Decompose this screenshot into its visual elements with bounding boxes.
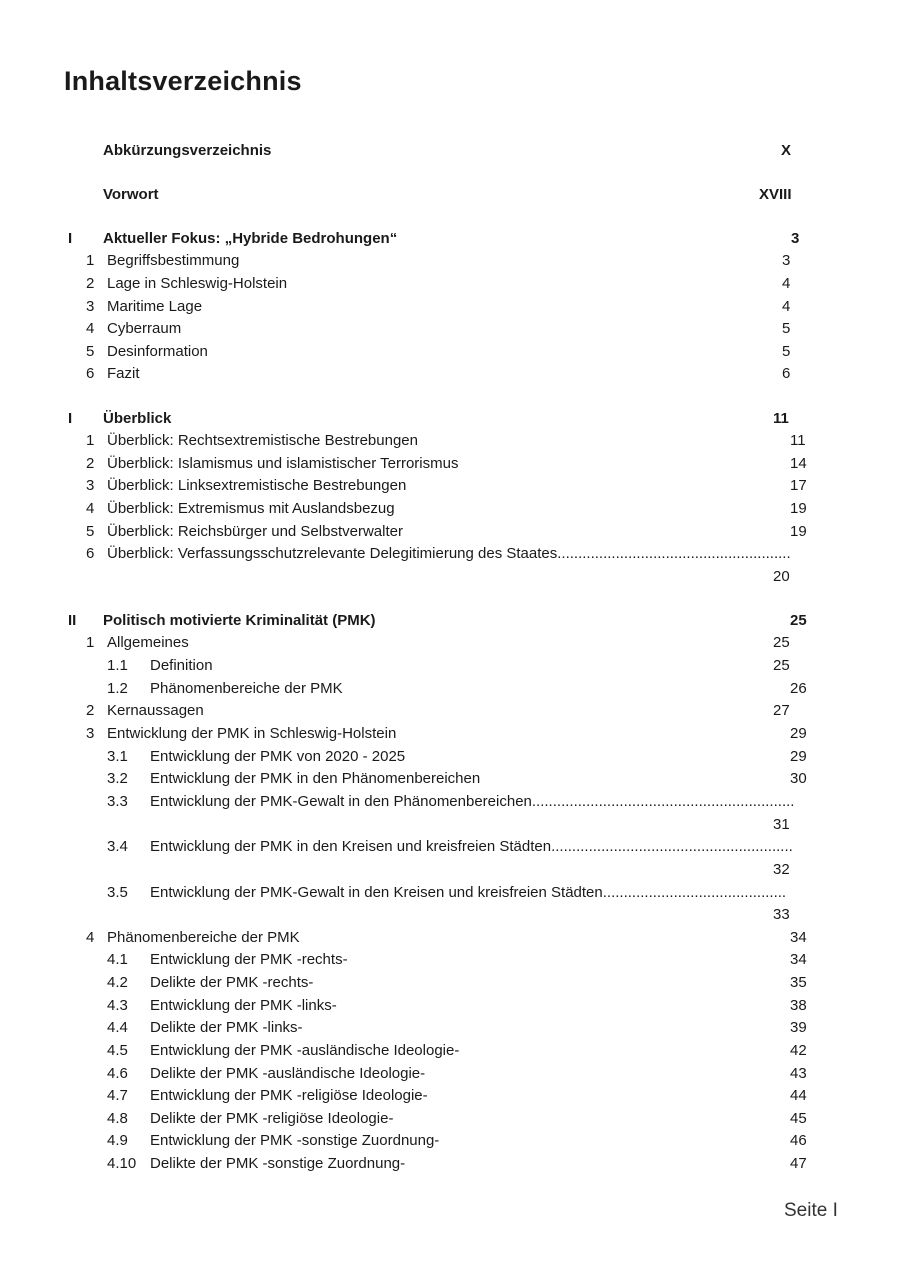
toc-subentry-label[interactable]: Entwicklung der PMK -links- — [150, 997, 337, 1014]
toc-entry-label[interactable]: Desinformation — [107, 343, 208, 360]
page-title: Inhaltsverzeichnis — [64, 66, 302, 96]
toc-entry-page: 3 — [782, 252, 791, 269]
toc-entry-page: 31 — [773, 816, 790, 833]
toc-entry-label[interactable]: Überblick: Rechtsextremistische Bestrebungen — [107, 432, 418, 449]
toc-dot-leader: ............................................ — [602, 884, 787, 901]
toc-entry-number: 1 — [86, 634, 95, 651]
toc-subentry-number: 4.3 — [107, 997, 128, 1014]
toc-subentry-label[interactable]: Entwicklung der PMK -rechts- — [150, 951, 348, 968]
toc-subentry-label[interactable]: Phänomenbereiche der PMK — [150, 680, 343, 697]
toc-entry-page: 44 — [790, 1087, 807, 1104]
toc-entry-page: 32 — [773, 861, 790, 878]
toc-subentry-number: 4.2 — [107, 974, 128, 991]
toc-entry-number: 2 — [86, 275, 95, 292]
toc-entry-label[interactable]: Fazit — [107, 365, 140, 382]
toc-abkuerzungen-page: X — [781, 142, 792, 159]
toc-entry-page: 42 — [790, 1042, 807, 1059]
toc-subentry-number: 4.5 — [107, 1042, 128, 1059]
toc-entry-number: 4 — [86, 929, 95, 946]
toc-subentry-label[interactable]: Entwicklung der PMK-Gewalt in den Phänomenbereichen — [150, 793, 532, 810]
toc-entry-page: 25 — [773, 634, 790, 651]
toc-entry-label[interactable]: Entwicklung der PMK in Schleswig-Holstein — [107, 725, 397, 742]
toc-entry-label[interactable]: Überblick: Islamismus und islamistischer Terrorismus — [107, 455, 459, 472]
toc-chapter-hybride-label[interactable]: Aktueller Fokus: „Hybride Bedrohungen“ — [103, 230, 398, 247]
toc-entry-label[interactable]: Lage in Schleswig-Holstein — [107, 275, 288, 292]
toc-entry-page: 20 — [773, 568, 790, 585]
toc-entry-page: 25 — [773, 657, 790, 674]
toc-subentry-number: 4.10 — [107, 1155, 137, 1172]
toc-chapter-pmk-page: 25 — [790, 612, 807, 629]
toc-entry-label[interactable]: Phänomenbereiche der PMK — [107, 929, 300, 946]
toc-dot-leader: .......................................................... — [551, 838, 793, 855]
toc-subentry-label[interactable]: Entwicklung der PMK -religiöse Ideologie- — [150, 1087, 428, 1104]
toc-entry-number: 6 — [86, 545, 95, 562]
toc-entry-page: 39 — [790, 1019, 807, 1036]
toc-subentry-label[interactable]: Entwicklung der PMK von 2020 - 2025 — [150, 748, 406, 765]
toc-chapter-pmk-label[interactable]: Politisch motivierte Kriminalität (PMK) — [103, 612, 376, 629]
toc-subentry-label[interactable]: Entwicklung der PMK in den Phänomenbereichen — [150, 770, 481, 787]
toc-entry-number: 4 — [86, 320, 95, 337]
toc-entry-number: 5 — [86, 523, 95, 540]
toc-subentry-number: 1.1 — [107, 657, 128, 674]
toc-subentry-number: 4.6 — [107, 1065, 128, 1082]
toc-chapter-number: II — [68, 612, 77, 629]
toc-subentry-with-leader[interactable] — [150, 792, 794, 812]
toc-entry-label[interactable]: Begriffsbestimmung — [107, 252, 240, 269]
toc-entry-page: 34 — [790, 951, 807, 968]
toc-entry-number: 4 — [86, 500, 95, 517]
toc-dot-leader: ........................................................ — [557, 545, 791, 562]
toc-entry-page: 45 — [790, 1110, 807, 1127]
toc-subentry-label[interactable]: Delikte der PMK -sonstige Zuordnung- — [150, 1155, 406, 1172]
toc-subentry-number: 3.1 — [107, 748, 128, 765]
toc-subentry-number: 3.3 — [107, 793, 128, 810]
toc-subentry-label[interactable]: Entwicklung der PMK -ausländische Ideologie- — [150, 1042, 460, 1059]
toc-entry-page: 19 — [790, 500, 807, 517]
toc-entry-number: 3 — [86, 298, 95, 315]
toc-abkuerzungen-label[interactable]: Abkürzungsverzeichnis — [103, 142, 272, 159]
toc-subentry-number: 4.9 — [107, 1132, 128, 1149]
toc-entry-page: 46 — [790, 1132, 807, 1149]
toc-chapter-number: I — [68, 410, 73, 427]
toc-entry-page: 29 — [790, 748, 807, 765]
toc-subentry-number: 4.7 — [107, 1087, 128, 1104]
toc-entry-number: 3 — [86, 477, 95, 494]
toc-subentry-label[interactable]: Delikte der PMK -links- — [150, 1019, 303, 1036]
toc-entry-label[interactable]: Überblick: Verfassungsschutzrelevante Delegitimierung des Staates — [107, 545, 558, 562]
toc-subentry-number: 3.5 — [107, 884, 128, 901]
toc-entry-page: 27 — [773, 702, 790, 719]
toc-entry-page: 33 — [773, 906, 790, 923]
toc-subentry-label[interactable]: Entwicklung der PMK in den Kreisen und kreisfreien Städten — [150, 838, 552, 855]
toc-chapter-ueberblick-page: 11 — [773, 410, 789, 427]
toc-subentry-label[interactable]: Entwicklung der PMK-Gewalt in den Kreisen und kreisfreien Städten — [150, 884, 603, 901]
toc-chapter-number: I — [68, 230, 73, 247]
toc-subentry-label[interactable]: Delikte der PMK -rechts- — [150, 974, 314, 991]
toc-entry-page: 34 — [790, 929, 807, 946]
toc-subentry-number: 3.2 — [107, 770, 128, 787]
toc-entry-number: 3 — [86, 725, 95, 742]
toc-subentry-number: 1.2 — [107, 680, 128, 697]
toc-subentry-label[interactable]: Delikte der PMK -religiöse Ideologie- — [150, 1110, 394, 1127]
toc-entry-number: 5 — [86, 343, 95, 360]
toc-entry-with-leader[interactable] — [107, 544, 791, 564]
toc-entry-page: 11 — [790, 432, 806, 449]
toc-entry-number: 6 — [86, 365, 95, 382]
toc-chapter-hybride-page: 3 — [791, 230, 800, 247]
toc-entry-page: 35 — [790, 974, 807, 991]
toc-entry-label[interactable]: Überblick: Linksextremistische Bestrebungen — [107, 477, 407, 494]
toc-entry-page: 26 — [790, 680, 807, 697]
toc-entry-number: 1 — [86, 252, 95, 269]
toc-subentry-with-leader[interactable] — [150, 883, 786, 903]
toc-subentry-number: 4.8 — [107, 1110, 128, 1127]
toc-entry-page: 47 — [790, 1155, 807, 1172]
toc-entry-label[interactable]: Kernaussagen — [107, 702, 204, 719]
toc-subentry-number: 3.4 — [107, 838, 128, 855]
toc-entry-page: 6 — [782, 365, 791, 382]
toc-entry-page: 30 — [790, 770, 807, 787]
toc-entry-number: 2 — [86, 702, 95, 719]
toc-subentry-label[interactable]: Entwicklung der PMK -sonstige Zuordnung- — [150, 1132, 440, 1149]
toc-entry-label[interactable]: Allgemeines — [107, 634, 189, 651]
toc-entry-page: 17 — [790, 477, 807, 494]
toc-entry-label[interactable]: Überblick: Reichsbürger und Selbstverwalter — [107, 523, 403, 540]
toc-entry-label[interactable]: Maritime Lage — [107, 298, 203, 315]
toc-entry-page: 4 — [782, 298, 791, 315]
toc-entry-page: 29 — [790, 725, 807, 742]
toc-vorwort-label[interactable]: Vorwort — [103, 186, 159, 203]
toc-chapter-ueberblick-label[interactable]: Überblick — [103, 410, 172, 427]
toc-subentry-label[interactable]: Definition — [150, 657, 213, 674]
toc-entry-page: 5 — [782, 343, 791, 360]
toc-subentry-number: 4.1 — [107, 951, 128, 968]
toc-vorwort-page: XVIII — [759, 186, 792, 203]
toc-entry-page: 43 — [790, 1065, 807, 1082]
toc-entry-page: 14 — [790, 455, 807, 472]
toc-entry-page: 4 — [782, 275, 791, 292]
toc-subentry-label[interactable]: Delikte der PMK -ausländische Ideologie- — [150, 1065, 426, 1082]
toc-entry-number: 2 — [86, 455, 95, 472]
toc-subentry-with-leader[interactable] — [150, 837, 793, 857]
toc-entry-page: 5 — [782, 320, 791, 337]
toc-entry-label[interactable]: Überblick: Extremismus mit Auslandsbezug — [107, 500, 395, 517]
toc-subentry-number: 4.4 — [107, 1019, 128, 1036]
toc-entry-label[interactable]: Cyberraum — [107, 320, 182, 337]
toc-entry-number: 1 — [86, 432, 95, 449]
toc-entry-page: 38 — [790, 997, 807, 1014]
toc-entry-page: 19 — [790, 523, 807, 540]
toc-dot-leader: ............................................................... — [531, 793, 795, 810]
page-number-footer: Seite I — [784, 1200, 838, 1221]
